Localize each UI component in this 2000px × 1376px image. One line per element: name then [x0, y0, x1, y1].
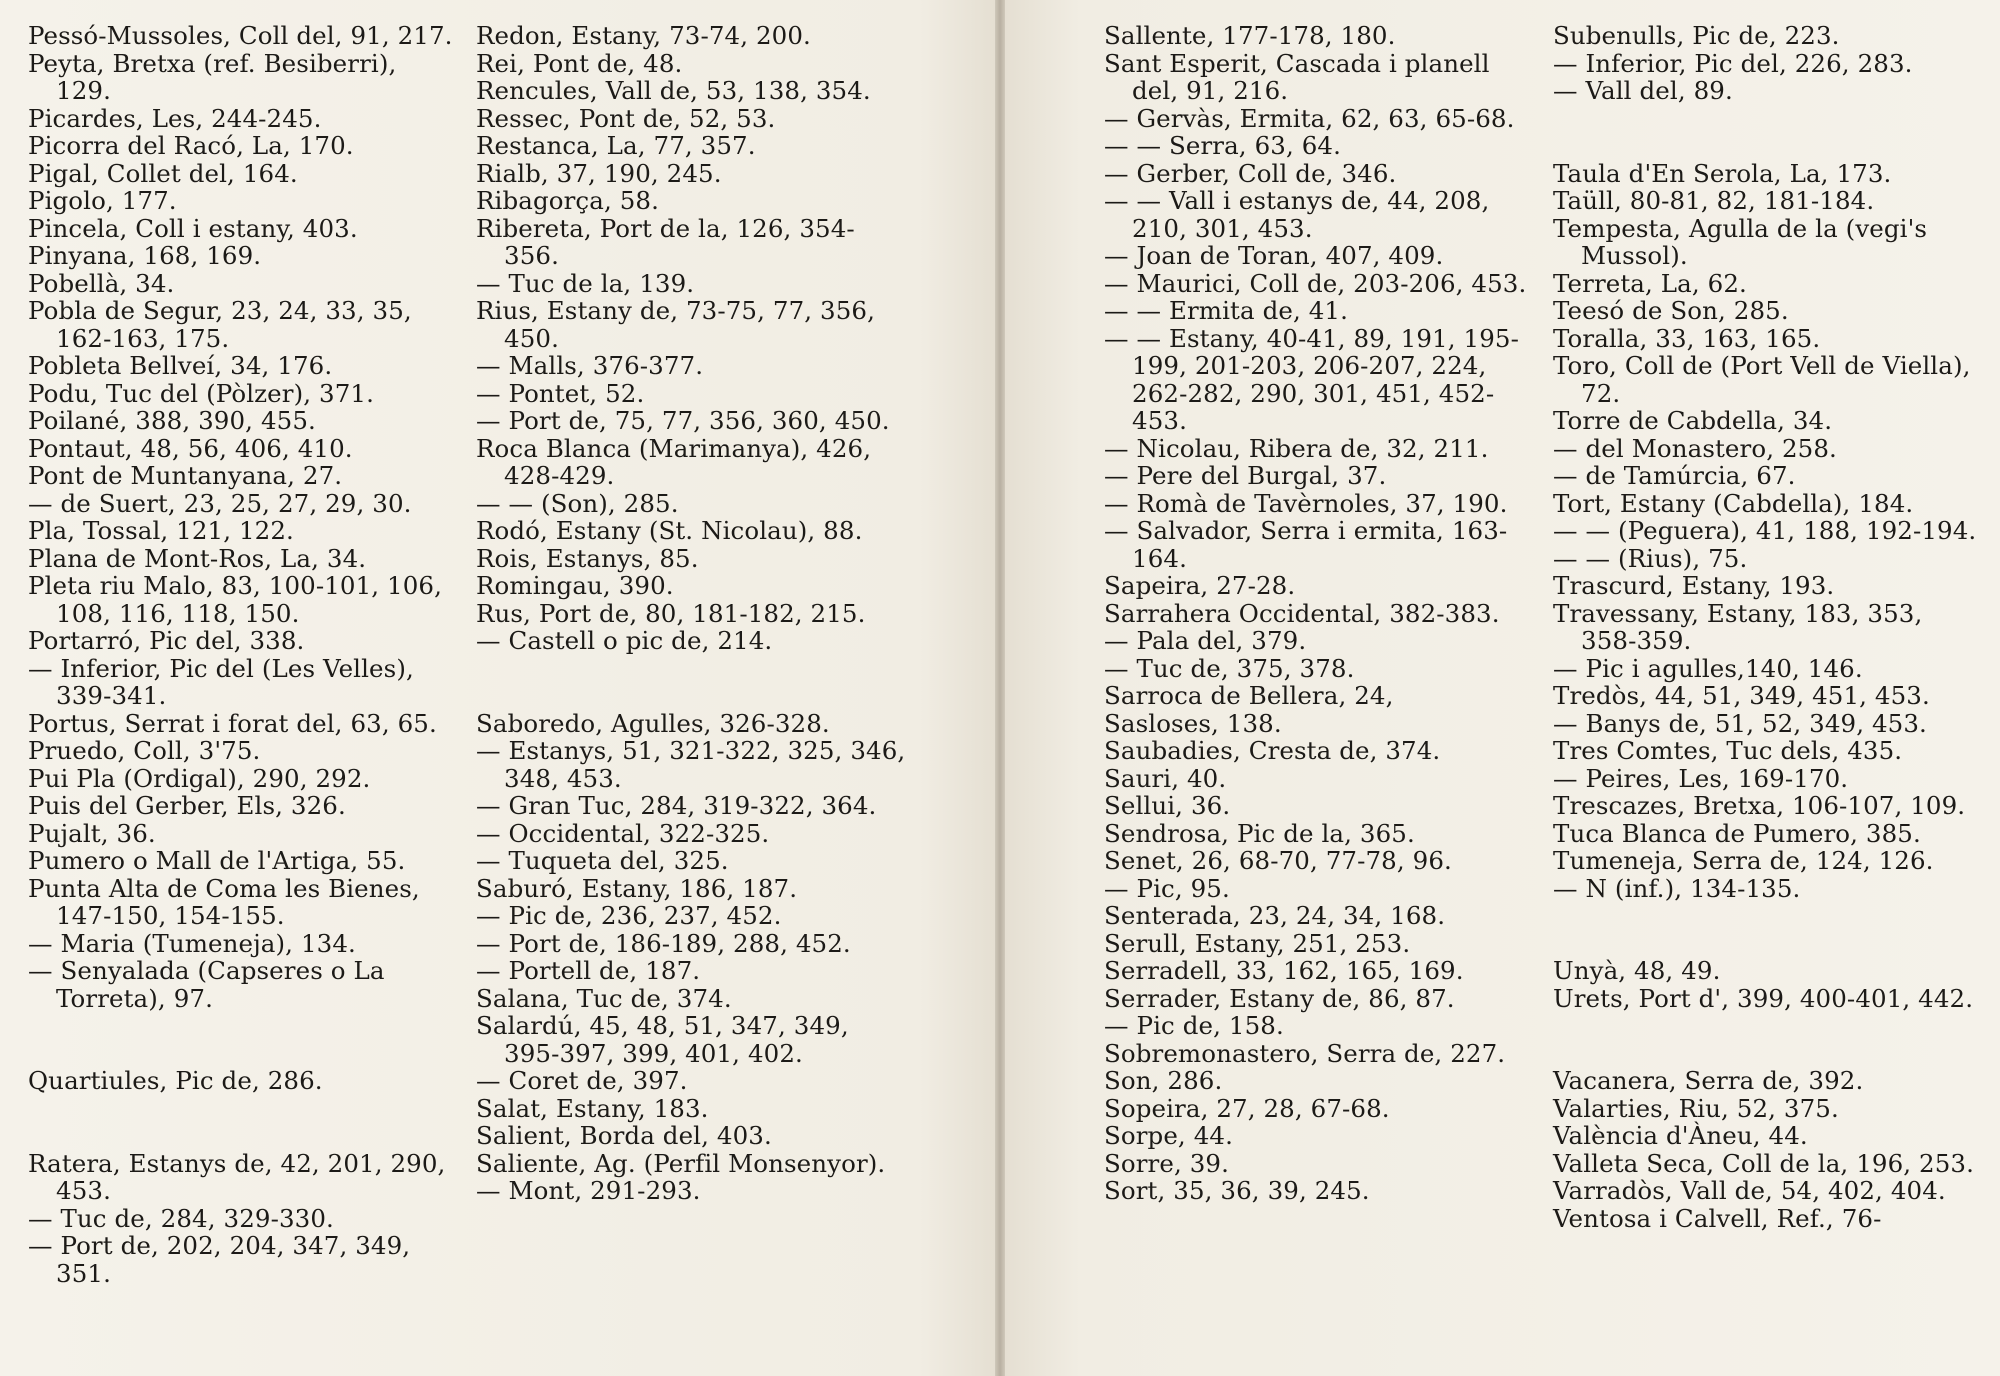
index-entry: Plana de Mont-Ros, La, 34. — [28, 543, 367, 573]
index-column-4 — [1553, 22, 1983, 1232]
index-entry: Senet, 26, 68-70, 77-78, 96. — [1104, 846, 1452, 875]
index-entry: Pobleta Bellveí, 34, 176. — [28, 351, 333, 380]
section-gap — [476, 655, 906, 710]
index-entry: — Joan de Toran, 407, 409. — [1104, 241, 1444, 270]
index-entry: — Salvador, Serra i ermita, 163-164. — [1104, 516, 1508, 573]
index-entry: Sarroca de Bellera, 24, — [1104, 681, 1394, 710]
index-entry: — Pic, 95. — [1104, 873, 1230, 903]
index-entry: Sauri, 40. — [1104, 763, 1227, 793]
index-entry: Salardú, 45, 48, 51, 347, 349, 395-397, 399, 401, 402. — [476, 1011, 849, 1068]
index-entry: — — (Rius), 75. — [1553, 543, 1748, 573]
index-entry: Sorre, 39. — [1104, 1148, 1229, 1178]
index-entry: Sapeira, 27-28. — [1104, 571, 1296, 600]
index-entry: — Gran Tuc, 284, 319-322, 364. — [476, 791, 877, 820]
index-entry: Rus, Port de, 80, 181-182, 215. — [476, 598, 866, 628]
index-entry: Ribagorça, 58. — [476, 186, 659, 215]
index-entry: Son, 286. — [1104, 1066, 1223, 1095]
index-entry: Tort, Estany (Cabdella), 184. — [1553, 488, 1914, 518]
index-entry: Pessó-Mussoles, Coll del, 91, 217. — [28, 21, 453, 50]
index-entry: — Banys de, 51, 52, 349, 453. — [1553, 708, 1927, 738]
index-entry: Pobellà, 34. — [28, 268, 175, 298]
index-entry: — Peires, Les, 169-170. — [1553, 763, 1849, 793]
index-entry: — — Serra, 63, 64. — [1104, 131, 1341, 160]
index-entry: — Maurici, Coll de, 203-206, 453. — [1104, 268, 1527, 298]
index-entry: — Portell de, 187. — [476, 956, 701, 985]
index-entry: Travessany, Estany, 183, 353, 358-359. — [1553, 598, 1923, 655]
index-entry: Quartiules, Pic de, 286. — [28, 1066, 323, 1095]
index-entry: — Castell o pic de, 214. — [476, 626, 773, 655]
index-entry: Sopeira, 27, 28, 67-68. — [1104, 1093, 1390, 1123]
index-entry: — Pontet, 52. — [476, 378, 645, 408]
index-column-1 — [28, 22, 458, 1287]
index-entry: — — Ermita de, 41. — [1104, 296, 1349, 325]
index-entry: — Inferior, Pic del (Les Velles), 339-341. — [28, 653, 414, 710]
index-entry: Saboredo, Agulles, 326-328. — [476, 708, 830, 738]
index-entry: — — Vall i estanys de, 44, 208, 210, 301, 453. — [1104, 186, 1490, 243]
index-entry: Varradòs, Vall de, 54, 402, 404. — [1553, 1176, 1946, 1205]
index-entry: Sellui, 36. — [1104, 791, 1231, 820]
index-entry: — de Suert, 23, 25, 27, 29, 30. — [28, 488, 412, 518]
index-entry: — — Estany, 40-41, 89, 191, 195-199, 201-203, 206-207, 224, 262-282, 290, 301, 451, 452-453. — [1104, 323, 1519, 435]
index-entry: Ratera, Estanys de, 42, 201, 290, 453. — [28, 1148, 446, 1205]
index-entry: Serradell, 33, 162, 165, 169. — [1104, 956, 1464, 985]
index-entry: Sarrahera Occidental, 382-383. — [1104, 598, 1500, 628]
index-entry: — Tuc de, 284, 329-330. — [28, 1203, 334, 1233]
index-entry: Tredòs, 44, 51, 349, 451, 453. — [1553, 681, 1930, 710]
index-entry: Torre de Cabdella, 34. — [1553, 406, 1833, 435]
index-entry: Pincela, Coll i estany, 403. — [28, 213, 358, 243]
index-entry: — Port de, 186-189, 288, 452. — [476, 928, 851, 958]
index-entry: Tempesta, Agulla de la (vegi's Mussol). — [1553, 213, 1928, 270]
index-entry: Serrader, Estany de, 86, 87. — [1104, 983, 1455, 1013]
index-entry: Ressec, Pont de, 52, 53. — [476, 103, 776, 133]
index-entry: — Vall del, 89. — [1553, 76, 1733, 105]
index-entry: Punta Alta de Coma les Bienes, 147-150, 154-155. — [28, 873, 420, 930]
index-entry: Pui Pla (Ordigal), 290, 292. — [28, 763, 371, 793]
index-entry: Picorra del Racó, La, 170. — [28, 131, 354, 160]
index-entry: Saliente, Ag. (Perfil Monsenyor). — [476, 1148, 886, 1178]
index-entry: Puis del Gerber, Els, 326. — [28, 791, 346, 820]
index-entry: Valarties, Riu, 52, 375. — [1553, 1093, 1839, 1123]
index-entry: Trascurd, Estany, 193. — [1553, 571, 1835, 600]
index-entry: Tres Comtes, Tuc dels, 435. — [1553, 736, 1903, 765]
index-entry: — Mont, 291-293. — [476, 1176, 701, 1205]
index-entry: Rei, Pont de, 48. — [476, 48, 683, 78]
index-entry: Peyta, Bretxa (ref. Besiberri), 129. — [28, 48, 397, 105]
index-entry: Picardes, Les, 244-245. — [28, 103, 322, 133]
index-entry: Pruedo, Coll, 3'75. — [28, 736, 261, 765]
index-entry: — Tuqueta del, 325. — [476, 846, 729, 875]
index-entry: Serull, Estany, 251, 253. — [1104, 928, 1411, 958]
index-entry: Salana, Tuc de, 374. — [476, 983, 732, 1013]
index-entry: Saubadies, Cresta de, 374. — [1104, 736, 1441, 765]
index-entry: Pujalt, 36. — [28, 818, 156, 848]
index-entry: Valleta Seca, Coll de la, 196, 253. — [1553, 1148, 1974, 1178]
section-gap — [28, 1012, 458, 1067]
index-entry: València d'Àneu, 44. — [1553, 1121, 1808, 1150]
index-entry: Rialb, 37, 190, 245. — [476, 158, 722, 188]
index-entry: Tumeneja, Serra de, 124, 126. — [1553, 846, 1934, 875]
index-entry: — Gerber, Coll de, 346. — [1104, 158, 1397, 188]
index-entry: Rencules, Vall de, 53, 138, 354. — [476, 76, 871, 105]
index-entry: Vacanera, Serra de, 392. — [1553, 1066, 1864, 1095]
index-entry: Romingau, 390. — [476, 571, 674, 600]
index-entry: — de Tamúrcia, 67. — [1553, 461, 1796, 490]
index-entry: Pinyana, 168, 169. — [28, 241, 262, 270]
index-entry: Trescazes, Bretxa, 106-107, 109. — [1553, 791, 1966, 820]
index-entry: Pla, Tossal, 121, 122. — [28, 516, 294, 545]
index-entry: — Nicolau, Ribera de, 32, 211. — [1104, 433, 1489, 463]
index-entry: — Port de, 202, 204, 347, 349, 351. — [28, 1231, 411, 1288]
index-entry: — Tuc de, 375, 378. — [1104, 653, 1355, 683]
index-entry: Portarró, Pic del, 338. — [28, 626, 305, 655]
index-entry: Pigal, Collet del, 164. — [28, 158, 298, 188]
index-entry: — — (Peguera), 41, 188, 192-194. — [1553, 516, 1977, 545]
index-entry: — N (inf.), 134-135. — [1553, 873, 1801, 903]
index-entry: — Romà de Tavèrnoles, 37, 190. — [1104, 488, 1508, 518]
index-entry: — Inferior, Pic del, 226, 283. — [1553, 48, 1913, 78]
index-entry: Restanca, La, 77, 357. — [476, 131, 756, 160]
index-entry: Toro, Coll de (Port Vell de Viella), 72. — [1553, 351, 1971, 408]
index-entry: Sendrosa, Pic de la, 365. — [1104, 818, 1415, 848]
index-entry: Portus, Serrat i forat del, 63, 65. — [28, 708, 437, 738]
index-entry: Sorpe, 44. — [1104, 1121, 1233, 1150]
index-entry: — Maria (Tumeneja), 134. — [28, 928, 356, 958]
index-entry: — Occidental, 322-325. — [476, 818, 770, 848]
index-entry: Pontaut, 48, 56, 406, 410. — [28, 433, 353, 463]
index-entry: — Pic de, 236, 237, 452. — [476, 901, 782, 930]
index-entry: Sant Esperit, Cascada i planell del, 91, 216. — [1104, 48, 1490, 105]
index-entry: — Coret de, 397. — [476, 1066, 688, 1095]
index-entry: — Gervàs, Ermita, 62, 63, 65-68. — [1104, 103, 1515, 133]
book-gutter — [995, 0, 1005, 1376]
index-entry: Sobremonastero, Serra de, 227. — [1104, 1038, 1506, 1068]
index-entry: — Tuc de la, 139. — [476, 268, 695, 298]
index-entry: Toralla, 33, 163, 165. — [1553, 323, 1821, 353]
index-entry: — Pic de, 158. — [1104, 1011, 1284, 1040]
index-entry: Terreta, La, 62. — [1553, 268, 1747, 298]
index-entry: Salient, Borda del, 403. — [476, 1121, 772, 1150]
index-entry: — — (Son), 285. — [476, 488, 679, 518]
index-entry: Rois, Estanys, 85. — [476, 543, 699, 573]
index-entry: Unyà, 48, 49. — [1553, 956, 1721, 985]
index-entry: Sort, 35, 36, 39, 245. — [1104, 1176, 1370, 1205]
index-entry: Pobla de Segur, 23, 24, 33, 35, 162-163, 175. — [28, 296, 412, 353]
index-entry: Rodó, Estany (St. Nicolau), 88. — [476, 516, 863, 545]
index-entry: — Pala del, 379. — [1104, 626, 1307, 655]
index-entry: — Pere del Burgal, 37. — [1104, 461, 1387, 490]
index-entry: Taula d'En Serola, La, 173. — [1553, 158, 1892, 188]
index-entry: Subenulls, Pic de, 223. — [1553, 21, 1840, 50]
index-entry: Pont de Muntanyana, 27. — [28, 461, 343, 490]
section-gap — [1553, 902, 1983, 957]
index-entry: Sasloses, 138. — [1104, 708, 1282, 738]
index-entry: — Estanys, 51, 321-322, 325, 346, 348, 453. — [476, 736, 906, 793]
index-entry: Taüll, 80-81, 82, 181-184. — [1553, 186, 1875, 215]
index-entry: Podu, Tuc del (Pòlzer), 371. — [28, 378, 374, 408]
index-entry: Sallente, 177-178, 180. — [1104, 21, 1396, 50]
index-entry: Urets, Port d', 399, 400-401, 442. — [1553, 983, 1974, 1013]
index-entry: Ventosa i Calvell, Ref., 76- — [1553, 1203, 1882, 1233]
section-gap — [1553, 105, 1983, 160]
index-entry: Salat, Estany, 183. — [476, 1093, 709, 1123]
index-entry: Pleta riu Malo, 83, 100-101, 106, 108, 116, 118, 150. — [28, 571, 443, 628]
index-entry: Redon, Estany, 73-74, 200. — [476, 21, 811, 50]
index-entry: — Malls, 376-377. — [476, 351, 704, 380]
index-column-2 — [476, 22, 906, 1205]
index-entry: Tuca Blanca de Pumero, 385. — [1553, 818, 1921, 848]
index-column-3 — [1104, 22, 1534, 1205]
index-entry: Pumero o Mall de l'Artiga, 55. — [28, 846, 406, 875]
index-entry: Teesó de Son, 285. — [1553, 296, 1789, 325]
index-entry: — Senyalada (Capseres o La Torreta), 97. — [28, 956, 385, 1013]
index-entry: Poilané, 388, 390, 455. — [28, 406, 316, 435]
index-entry: Roca Blanca (Marimanya), 426, 428-429. — [476, 433, 872, 490]
index-entry: Senterada, 23, 24, 34, 168. — [1104, 901, 1446, 930]
index-entry: Rius, Estany de, 73-75, 77, 356, 450. — [476, 296, 875, 353]
section-gap — [1553, 1012, 1983, 1067]
section-gap — [28, 1095, 458, 1150]
index-entry: Ribereta, Port de la, 126, 354-356. — [476, 213, 855, 270]
index-entry: — Pic i agulles,140, 146. — [1553, 653, 1863, 683]
index-entry: — del Monastero, 258. — [1553, 433, 1837, 463]
index-entry: — Port de, 75, 77, 356, 360, 450. — [476, 406, 890, 435]
index-entry: Saburó, Estany, 186, 187. — [476, 873, 798, 903]
index-entry: Pigolo, 177. — [28, 186, 177, 215]
